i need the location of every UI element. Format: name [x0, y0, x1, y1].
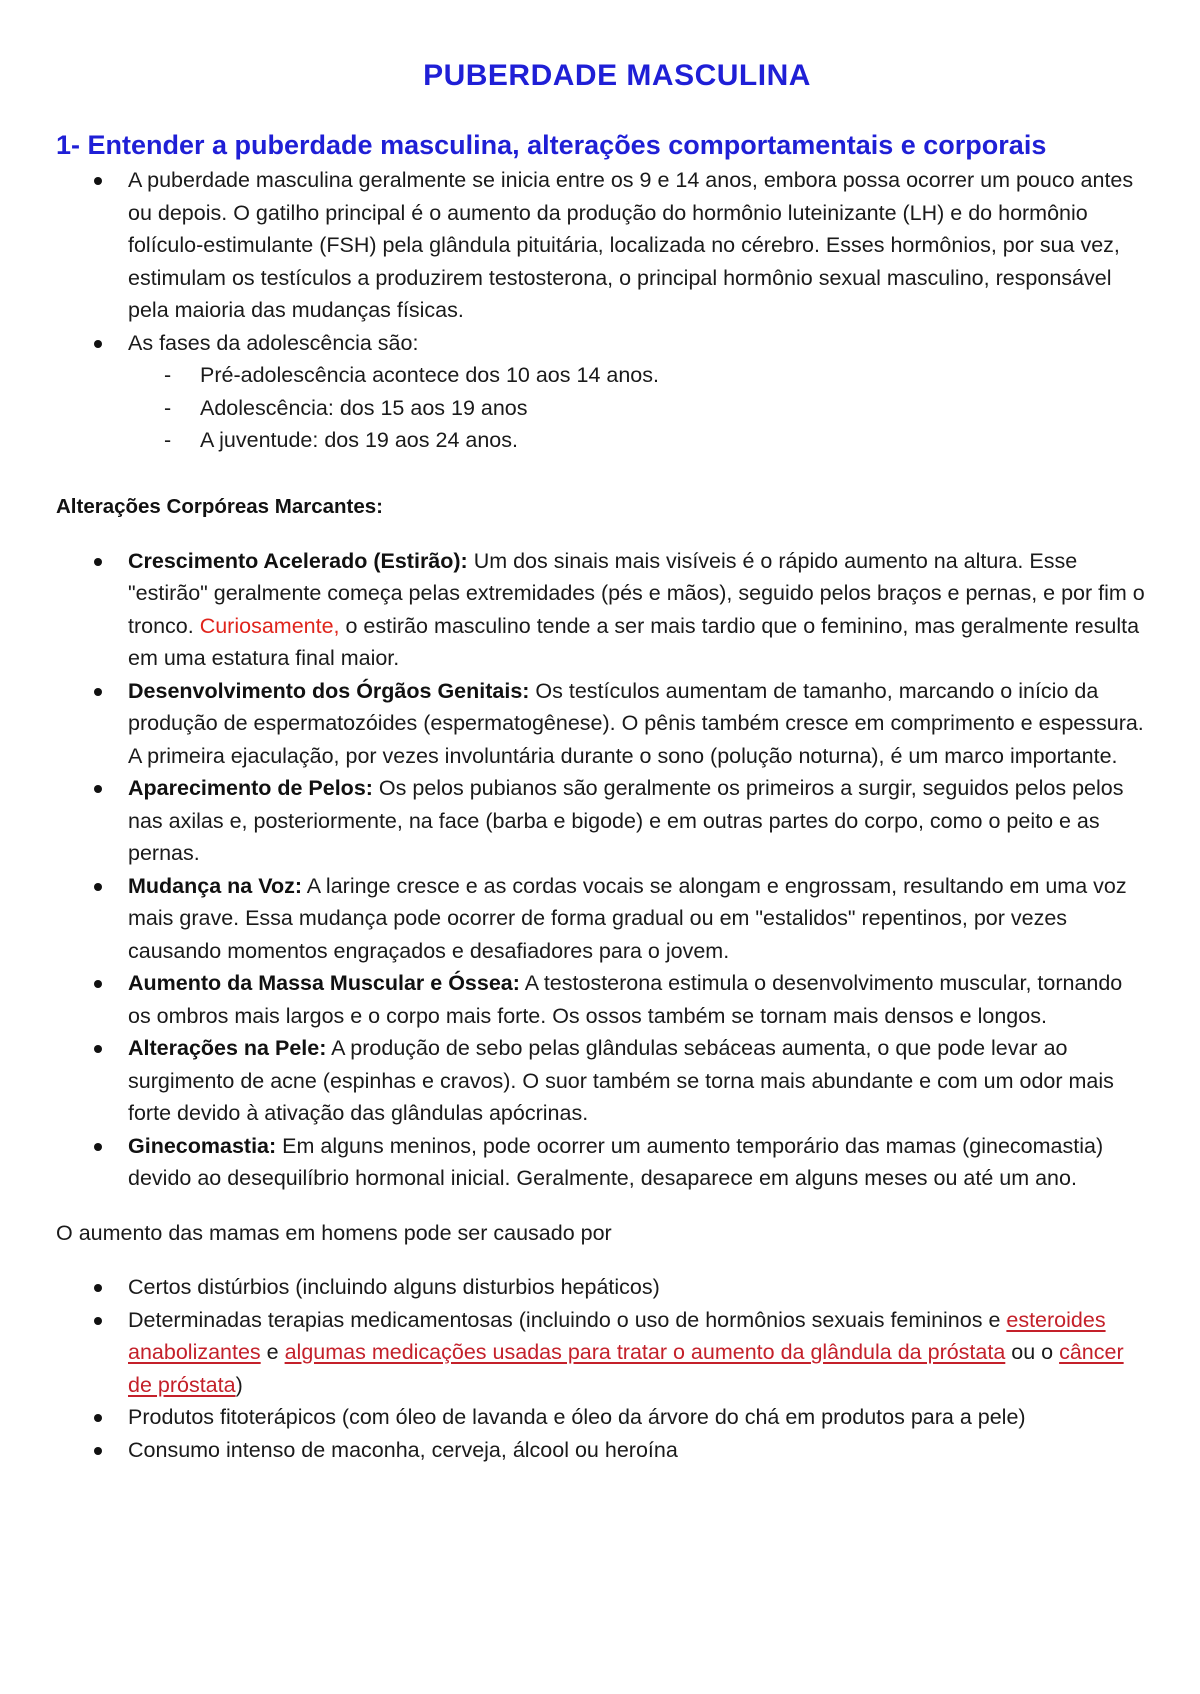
list-item: Consumo intenso de maconha, cerveja, álcool ou heroína: [56, 1434, 1148, 1467]
causes-body: [56, 1271, 1148, 1466]
alteracoes-heading: Alterações Corpóreas Marcantes:: [56, 494, 383, 518]
highlighted-text: Curiosamente,: [199, 613, 340, 638]
section-heading: 1- Entender a puberdade masculina, alterações comportamentais e corporais: [56, 130, 1047, 160]
item-text: A produção de sebo pelas glândulas sebáceas aumenta, o que pode levar ao surgimento de acne (espinhas e cravos). O suor também se torna mais abundante e com um odor mais forte devido à ativação das glândulas apócrinas.: [128, 1036, 1114, 1125]
alteracoes-body: [56, 545, 1148, 1195]
item-text: Determinadas terapias medicamentosas (incluindo o uso de hormônios sexuais femininos e: [128, 1307, 1007, 1332]
phase-item: - A juventude: dos 19 aos 24 anos.: [56, 424, 1148, 457]
item-text: o estirão masculino tende a ser mais tardio que o feminino, mas geralmente resulta em uma estatura final maior.: [128, 613, 1140, 670]
item-text: Um dos sinais mais visíveis é o rápido aumento na altura. Esse "estirão" geralmente começa pelas extremidades (pés e mãos), seguido pelos braços e pernas, e por fim o tronco.: [128, 548, 1145, 638]
list-item: [56, 967, 1148, 1032]
link-medicacoes-prostata[interactable]: algumas medicações usadas para tratar o aumento da glândula da próstata: [284, 1340, 1006, 1364]
link-esteroides-anabolizantes[interactable]: esteroides anabolizantes: [128, 1307, 1106, 1364]
phase-item: - Adolescência: dos 15 aos 19 anos: [56, 392, 1148, 425]
section1-bullet-list: [56, 164, 1148, 359]
item-text: e: [260, 1340, 285, 1364]
item-text: ou o: [1005, 1340, 1060, 1364]
list-item: [56, 1130, 1148, 1195]
alteracoes-list: [56, 545, 1148, 1195]
list-item: A puberdade masculina geralmente se inicia entre os 9 e 14 anos, embora possa ocorrer um pouco antes ou depois. O gatilho principal é o aumento da produção do hormônio luteinizante (LH) e do hormônio folículo-estimulante (FSH) pela glândula pituitária, localizada no cérebro. Esses hormônios, por sua vez, estimulam os testículos a produzirem testosterona, o principal hormônio sexual masculino, responsável pela maioria das mudanças físicas.: [56, 164, 1148, 327]
list-item: [56, 1304, 1148, 1402]
item-label: Alterações na Pele:: [128, 1036, 327, 1060]
list-item: [56, 545, 1148, 675]
item-text: A laringe cresce e as cordas vocais se alongam e engrossam, resultando em uma voz mais grave. Essa mudança pode ocorrer de forma gradual ou em "estalidos" repentinos, por vezes causando momentos engraçados e desafiadores para o jovem.: [128, 873, 1127, 963]
link-cancer-de-prostata[interactable]: câncer de próstata: [128, 1340, 1124, 1397]
item-text: Em alguns meninos, pode ocorrer um aumento temporário das mamas (ginecomastia) devido ao desequilíbrio hormonal inicial. Geralmente, desaparece em alguns meses ou até um ano.: [128, 1133, 1104, 1190]
phase-item: - Pré-adolescência acontece dos 10 aos 14 anos.: [56, 359, 1148, 392]
item-text: Os pelos pubianos são geralmente os primeiros a surgir, seguidos pelos pelos nas axilas e, posteriormente, na face (barba e bigode) e em outras partes do corpo, como o peito e as pernas.: [128, 776, 1124, 865]
list-item: [56, 675, 1148, 773]
item-label: Aumento da Massa Muscular e Óssea:: [128, 971, 520, 995]
item-label: Aparecimento de Pelos:: [128, 776, 373, 800]
list-item: As fases da adolescência são:: [56, 327, 1148, 360]
causes-intro: O aumento das mamas em homens pode ser causado por: [56, 1220, 612, 1245]
item-text: Os testículos aumentam de tamanho, marcando o início da produção de espermatozóides (espermatogênese). O pênis também cresce em comprimento e espessura. A primeira ejaculação, por vezes involuntária durante o sono (polução noturna), é um marco importante.: [128, 678, 1144, 768]
item-label: Desenvolvimento dos Órgãos Genitais:: [128, 678, 530, 703]
item-label: Crescimento Acelerado (Estirão):: [128, 548, 468, 573]
document-title: PUBERDADE MASCULINA: [423, 59, 811, 92]
list-item: Produtos fitoterápicos (com óleo de lavanda e óleo da árvore do chá em produtos para a pele): [56, 1401, 1148, 1434]
section1-body: [56, 164, 1148, 457]
list-item: [56, 772, 1148, 870]
item-text: ): [235, 1372, 243, 1397]
list-item: [56, 1032, 1148, 1130]
list-item: [56, 870, 1148, 968]
item-label: Ginecomastia:: [128, 1133, 277, 1158]
item-label: Mudança na Voz:: [128, 873, 303, 898]
item-text: A testosterona estimula o desenvolvimento muscular, tornando os ombros mais largos e o corpo mais forte. Os ossos também se tornam mais densos e longos.: [128, 971, 1123, 1028]
causes-list: [56, 1271, 1148, 1466]
list-item: Certos distúrbios (incluindo alguns disturbios hepáticos): [56, 1271, 1148, 1304]
phases-list: [56, 359, 1148, 457]
